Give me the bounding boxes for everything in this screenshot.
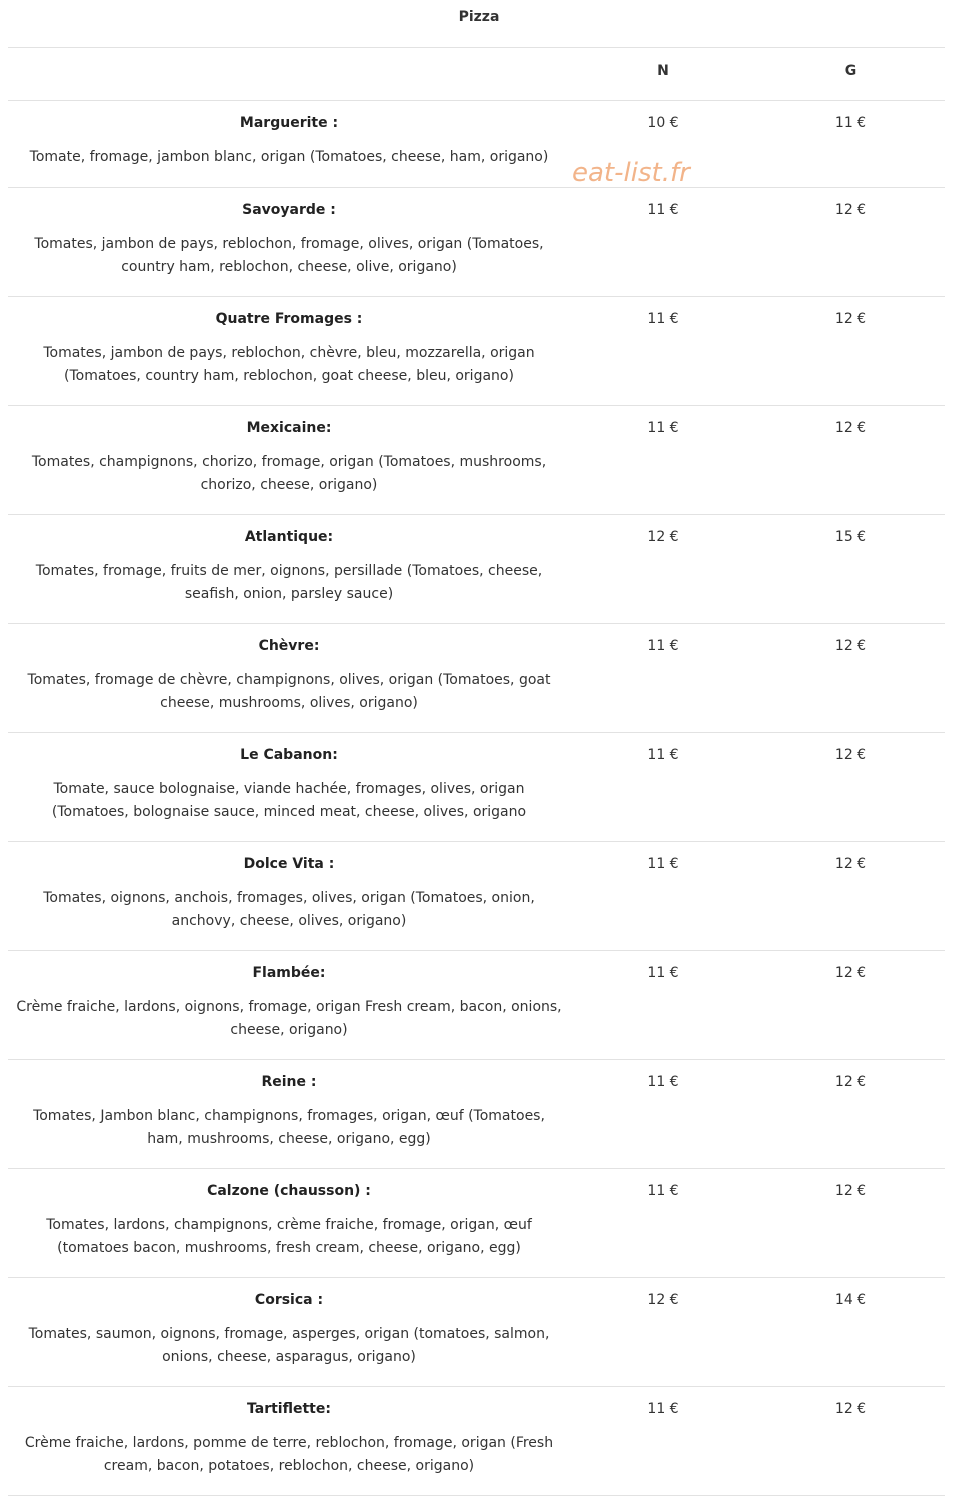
item-ingredients: Tomates, saumon, oignons, fromage, asperges, origan (tomatoes, salmon, onions, cheese, asparagus, origano) bbox=[28, 1326, 550, 1365]
page-title: Pizza bbox=[458, 9, 500, 25]
price-g: 12 € bbox=[834, 1074, 867, 1090]
header-description-cell bbox=[8, 48, 570, 100]
item-ingredients: Tomates, oignons, anchois, fromages, olives, origan (Tomatoes, onion, anchovy, cheese, olives, origano) bbox=[43, 890, 535, 929]
item-name: Atlantique: bbox=[244, 529, 334, 545]
item-ingredients: Crème fraiche, lardons, oignons, fromage, origan Fresh cream, bacon, onions, cheese, origano) bbox=[16, 999, 562, 1038]
item-description-cell bbox=[8, 1387, 570, 1495]
price-n: 10 € bbox=[647, 115, 679, 131]
item-description-cell bbox=[8, 406, 570, 514]
item-name: Calzone (chausson) : bbox=[207, 1183, 371, 1199]
item-name: Flambée: bbox=[252, 965, 326, 981]
item-description-cell bbox=[8, 951, 570, 1059]
price-g: 12 € bbox=[834, 1183, 867, 1199]
item-description-cell bbox=[8, 1060, 570, 1168]
table-row bbox=[8, 406, 945, 515]
table-row bbox=[8, 1278, 945, 1387]
item-description-cell bbox=[8, 1169, 570, 1277]
header-size-n: N bbox=[657, 63, 669, 79]
table-row bbox=[8, 733, 945, 842]
item-description-cell bbox=[8, 101, 570, 187]
price-g: 12 € bbox=[834, 1401, 867, 1417]
item-ingredients: Tomate, fromage, jambon blanc, origan (Tomatoes, cheese, ham, origano) bbox=[29, 149, 549, 165]
price-g: 15 € bbox=[834, 529, 867, 545]
table-row bbox=[8, 1060, 945, 1169]
item-ingredients: Tomate, sauce bolognaise, viande hachée, fromages, olives, origan (Tomatoes, bolognaise sauce, minced meat, cheese, olives, origano bbox=[51, 781, 527, 820]
price-g: 11 € bbox=[834, 115, 867, 131]
price-g: 12 € bbox=[834, 965, 867, 981]
price-n: 11 € bbox=[647, 311, 679, 327]
item-ingredients: Tomates, Jambon blanc, champignons, fromages, origan, œuf (Tomatoes, ham, mushrooms, cheese, origano, egg) bbox=[33, 1108, 545, 1147]
price-n: 11 € bbox=[647, 965, 679, 981]
item-ingredients: Tomates, jambon de pays, reblochon, fromage, olives, origan (Tomatoes, country ham, reblochon, cheese, olive, origano) bbox=[34, 236, 544, 275]
table-row bbox=[8, 842, 945, 951]
table-row bbox=[8, 951, 945, 1060]
item-ingredients: Tomates, fromage de chèvre, champignons, olives, origan (Tomatoes, goat cheese, mushrooms, olives, origano) bbox=[27, 672, 551, 711]
item-name: Chèvre: bbox=[258, 638, 320, 654]
item-name: Savoyarde : bbox=[242, 202, 336, 218]
price-n: 11 € bbox=[647, 202, 679, 218]
item-description-cell bbox=[8, 188, 570, 296]
table-header bbox=[8, 48, 945, 101]
pizza-menu-table bbox=[8, 47, 945, 1496]
item-description-cell bbox=[8, 515, 570, 623]
item-name: Le Cabanon: bbox=[240, 747, 338, 763]
item-ingredients: Tomates, jambon de pays, reblochon, chèvre, bleu, mozzarella, origan (Tomatoes, country ham, reblochon, goat cheese, bleu, origano) bbox=[43, 345, 535, 384]
table-row bbox=[8, 297, 945, 406]
table-row bbox=[8, 515, 945, 624]
table-row bbox=[8, 1387, 945, 1496]
item-name: Mexicaine: bbox=[246, 420, 332, 436]
item-ingredients: Tomates, fromage, fruits de mer, oignons, persillade (Tomatoes, cheese, seafish, onion, parsley sauce) bbox=[35, 563, 543, 602]
item-ingredients: Crème fraiche, lardons, pomme de terre, reblochon, fromage, origan (Fresh cream, bacon, potatoes, reblochon, cheese, origano) bbox=[24, 1435, 554, 1474]
price-n: 11 € bbox=[647, 747, 679, 763]
item-name: Corsica : bbox=[254, 1292, 324, 1308]
price-g: 12 € bbox=[834, 638, 867, 654]
price-g: 12 € bbox=[834, 420, 867, 436]
price-n: 11 € bbox=[647, 1401, 679, 1417]
price-n: 12 € bbox=[647, 1292, 679, 1308]
item-ingredients: Tomates, champignons, chorizo, fromage, origan (Tomatoes, mushrooms, chorizo, cheese, origano) bbox=[31, 454, 547, 493]
price-n: 11 € bbox=[647, 856, 679, 872]
price-g: 12 € bbox=[834, 747, 867, 763]
price-n: 11 € bbox=[647, 1074, 679, 1090]
price-g: 12 € bbox=[834, 311, 867, 327]
item-description-cell bbox=[8, 624, 570, 732]
item-description-cell bbox=[8, 733, 570, 841]
table-row bbox=[8, 1169, 945, 1278]
header-size-g: G bbox=[844, 63, 857, 79]
price-g: 12 € bbox=[834, 202, 867, 218]
price-n: 11 € bbox=[647, 1183, 679, 1199]
watermark-text: eat-list.fr bbox=[572, 158, 690, 188]
price-n: 11 € bbox=[647, 638, 679, 654]
price-n: 11 € bbox=[647, 420, 679, 436]
price-g: 14 € bbox=[834, 1292, 867, 1308]
item-description-cell bbox=[8, 1278, 570, 1386]
item-name: Marguerite : bbox=[239, 115, 339, 131]
item-description-cell bbox=[8, 842, 570, 950]
price-g: 12 € bbox=[834, 856, 867, 872]
table-row bbox=[8, 624, 945, 733]
table-row bbox=[8, 188, 945, 297]
item-name: Quatre Fromages : bbox=[215, 311, 363, 327]
price-n: 12 € bbox=[647, 529, 679, 545]
item-ingredients: Tomates, lardons, champignons, crème fraiche, fromage, origan, œuf (tomatoes bacon, mushrooms, fresh cream, cheese, origano, egg) bbox=[46, 1217, 532, 1256]
table-row bbox=[8, 101, 945, 188]
item-description-cell bbox=[8, 297, 570, 405]
item-name: Reine : bbox=[261, 1074, 317, 1090]
item-name: Dolce Vita : bbox=[243, 856, 335, 872]
item-name: Tartiflette: bbox=[247, 1401, 331, 1417]
